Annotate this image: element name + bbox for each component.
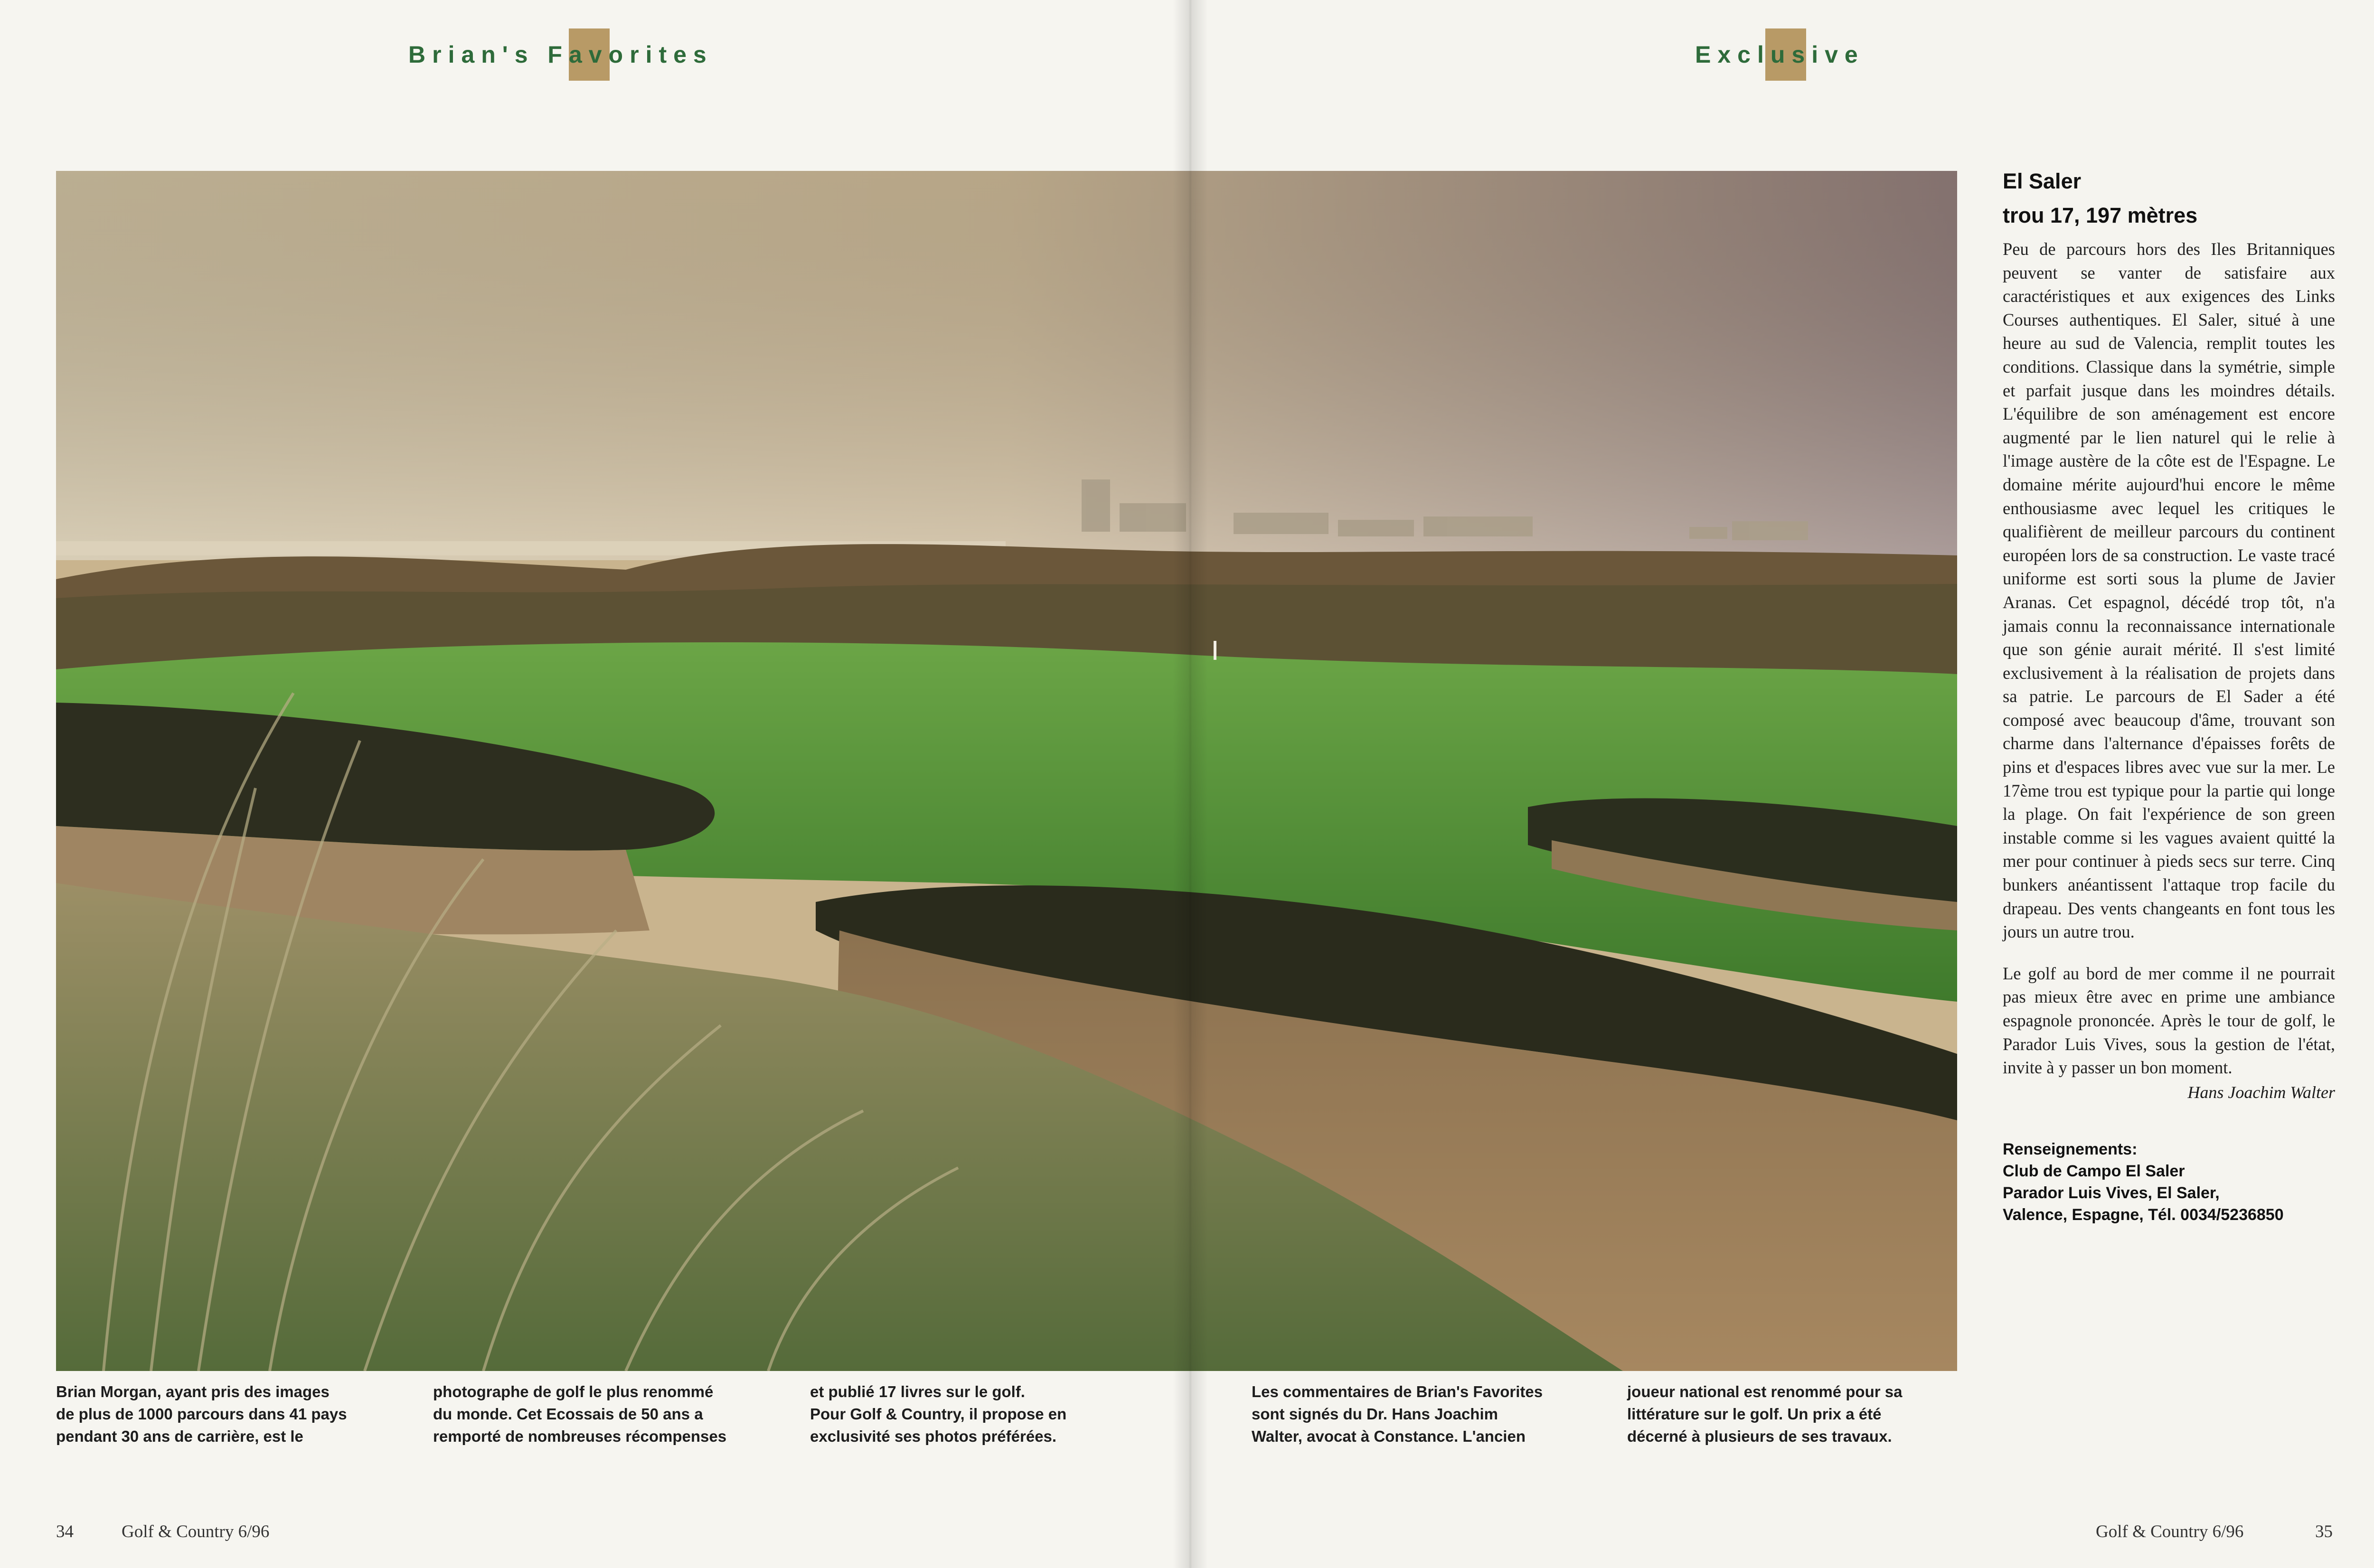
caption-line: du monde. Cet Ecossais de 50 ans a: [433, 1405, 703, 1423]
info-label: Renseignements:: [2003, 1140, 2138, 1158]
caption-line: et publié 17 livres sur le golf.: [810, 1383, 1025, 1400]
golf-course-photo: [56, 171, 1957, 1371]
article-subtitle: trou 17, 197 mètres: [2003, 203, 2198, 227]
spine-shadow: [1173, 0, 1208, 1568]
article-title: El Saler: [2003, 169, 2082, 193]
caption-line: joueur national est renommé pour sa: [1627, 1383, 1903, 1400]
info-line: Club de Campo El Saler: [2003, 1162, 2185, 1180]
caption-line: décerné à plusieurs de ses travaux.: [1627, 1427, 1892, 1445]
magazine-issue: Golf & Country 6/96: [122, 1522, 270, 1541]
article-paragraph: Peu de parcours hors des Iles Britanniques peuvent se vanter de satisfaire aux caractéristiques et aux exigences des Links Courses authentiques. El Saler, situé à une heure au sud de Valencia, remplit toutes les conditions. Classique dans la symétrie, simple et parfait jusque dans les moindres détails. L'équilibre de son aménagement est encore augmenté par le lien naturel qui le relie à l'image austère de la côte est de l'Espagne. Le domaine mérite aujourd'hui encore le même enthousiasme avec lequel les critiques le qualifièrent de meilleur parcours du continent européen lors de sa construction. Le vaste tracé uniforme est sorti sous la plume de Javier Aranas. Cet espagnol, décédé trop tôt, n'a jamais connu la reconnaissance internationale que son génie aurait mérité. Il s'est limité exclusivement à la réalisation de projets dans sa patrie. Le parcours de El Sader a été composé avec beaucoup d'âme, trouvant son charme dans l'alternance d'épaisses forêts de pins et d'espaces libres avec vue sur la mer. Le 17ème trou est typique pour la partie qui longe la plage. On fait l'expérience de son green instable comme si les vagues avaient quitté la mer pour continuer à pieds secs sur terre. Cinq bunkers anéantissent l'attaque trop facile du drapeau. Des vents changeants en font tous les jours un autre trou.: [2003, 239, 2335, 942]
photo-caption-column: [56, 1380, 347, 1447]
info-line: Parador Luis Vives, El Saler,: [2003, 1183, 2220, 1202]
caption-line: remporté de nombreuses récompenses: [433, 1427, 727, 1445]
caption-line: pendant 30 ans de carrière, est le: [56, 1427, 303, 1445]
caption-line: Walter, avocat à Constance. L'ancien: [1252, 1427, 1526, 1445]
article-paragraph: Le golf au bord de mer comme il ne pourrait pas mieux être avec en prime une ambiance espagnole prononcée. Après le tour de golf, le Parador Luis Vives, sous la gestion de l'état, invite à y passer un bon moment.: [2003, 963, 2335, 1078]
caption-line: sont signés du Dr. Hans Joachim: [1252, 1405, 1498, 1423]
caption-line: Brian Morgan, ayant pris des images: [56, 1383, 330, 1400]
photo-caption-column: [433, 1380, 726, 1447]
caption-line: littérature sur le golf. Un prix a été: [1627, 1405, 1882, 1423]
page-number: 35: [2315, 1522, 2333, 1541]
caption-line: photographe de golf le plus renommé: [433, 1383, 714, 1400]
photo-caption-column: [1252, 1380, 1543, 1447]
photo-caption-column: [810, 1380, 1066, 1447]
caption-line: Les commentaires de Brian's Favorites: [1252, 1383, 1543, 1400]
section-header-exclusive: [1695, 28, 1865, 81]
magazine-issue: Golf & Country 6/96: [2096, 1522, 2244, 1541]
photo-caption-column: [1627, 1380, 1902, 1447]
info-block: [2003, 1138, 2335, 1226]
caption-line: Pour Golf & Country, il propose en: [810, 1405, 1067, 1423]
section-header-brians-favorites: [408, 28, 713, 81]
article-author: Hans Joachim Walter: [2187, 1082, 2335, 1102]
info-line: Valence, Espagne, Tél. 0034/5236850: [2003, 1205, 2284, 1224]
caption-line: de plus de 1000 parcours dans 41 pays: [56, 1405, 347, 1423]
page-number: 34: [56, 1522, 74, 1541]
caption-line: exclusivité ses photos préférées.: [810, 1427, 1057, 1445]
section-header-text: Brian's Favorites: [408, 41, 713, 68]
article-el-saler: [2003, 164, 2335, 1226]
section-header-text: Exclusive: [1695, 41, 1865, 68]
